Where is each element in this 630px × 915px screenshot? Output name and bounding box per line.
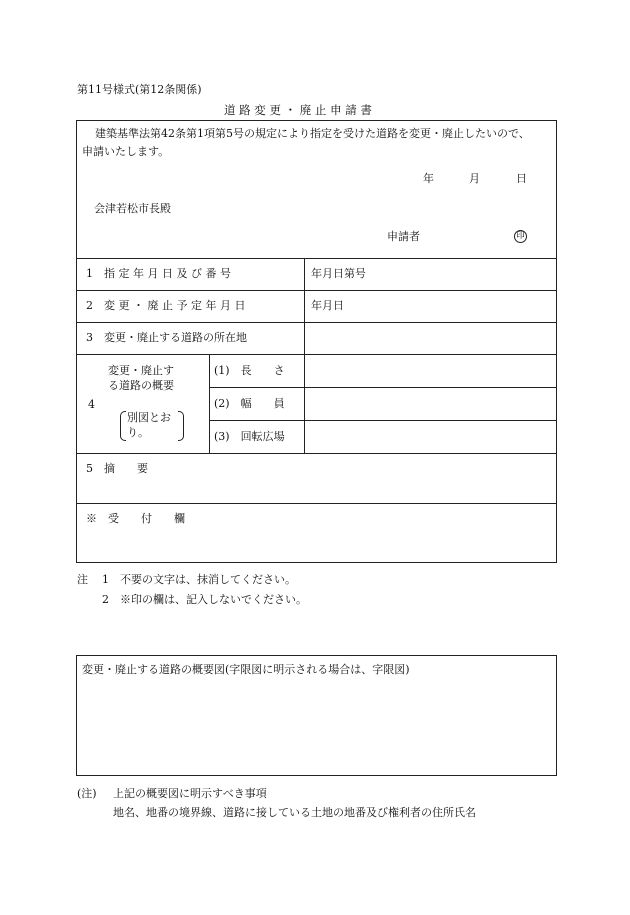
note-item: 2 ※印の欄は、記入しないでください。 [102,593,307,606]
length-label: (1) 長 さ [214,364,285,377]
date-year-label: 年 [423,172,434,185]
form-number: 第11号様式(第12条関係) [77,83,202,96]
footer-note-label: (注) [77,787,97,800]
date-month-label: 月 [469,172,480,185]
divider [209,387,557,388]
divider [76,503,557,504]
reception-label: ※ 受 付 欄 [86,512,185,525]
form-title: 道 路 変 更 ・ 廃 止 申 請 書 [224,103,372,117]
applicant-label: 申請者 [387,230,420,243]
notes-label: 注 [77,573,88,586]
bracket-right [178,411,184,441]
turnaround-label: (3) 回転広場 [214,430,285,443]
addressee: 会津若松市長殿 [94,202,171,215]
width-label: (2) 幅 員 [214,397,285,410]
seal-char: 印 [516,231,525,242]
statement-text: 申請いたします。 [82,145,170,158]
road-summary-number: 4 [88,398,95,411]
footer-note-text: 地名、地番の境界線、道路に接している土地の地番及び権利者の住所氏名 [113,806,476,819]
note-item: 1 不要の文字は、抹消してください。 [102,573,296,586]
divider [76,354,557,355]
divider [76,453,557,454]
statement-text: 建築基準法第42条第1項第5号の規定により指定を受けた道路を変更・廃止したいので、 [95,127,530,140]
designation-date-value: 年月日第号 [311,267,366,280]
attachment-note-text: り。 [127,426,149,439]
divider [76,322,557,323]
divider [76,290,557,291]
divider [76,258,557,259]
designation-date-label: 1 指 定 年 月 日 及 び 番 号 [86,267,231,280]
date-day-label: 日 [516,172,527,185]
remarks-label: 5 摘 要 [86,462,148,475]
attachment-note-text: 別図とお [127,411,171,424]
bracket-left [120,411,126,441]
attachment-note [120,411,184,441]
road-location-label: 3 変更・廃止する道路の所在地 [86,331,247,344]
column-divider [304,258,305,453]
planned-date-label: 2 変 更 ・ 廃 止 予 定 年 月 日 [86,299,246,312]
planned-date-value: 年月日 [311,299,344,312]
road-summary-title: 変更・廃止す [108,364,174,377]
divider [209,420,557,421]
footer-note-text: 上記の概要図に明示すべき事項 [113,787,267,800]
column-divider [209,354,210,453]
diagram-box-title: 変更・廃止する道路の概要図(字限図に明示される場合は、字限図) [82,663,410,676]
seal-mark [514,230,527,243]
road-summary-title: る道路の概要 [108,379,174,392]
